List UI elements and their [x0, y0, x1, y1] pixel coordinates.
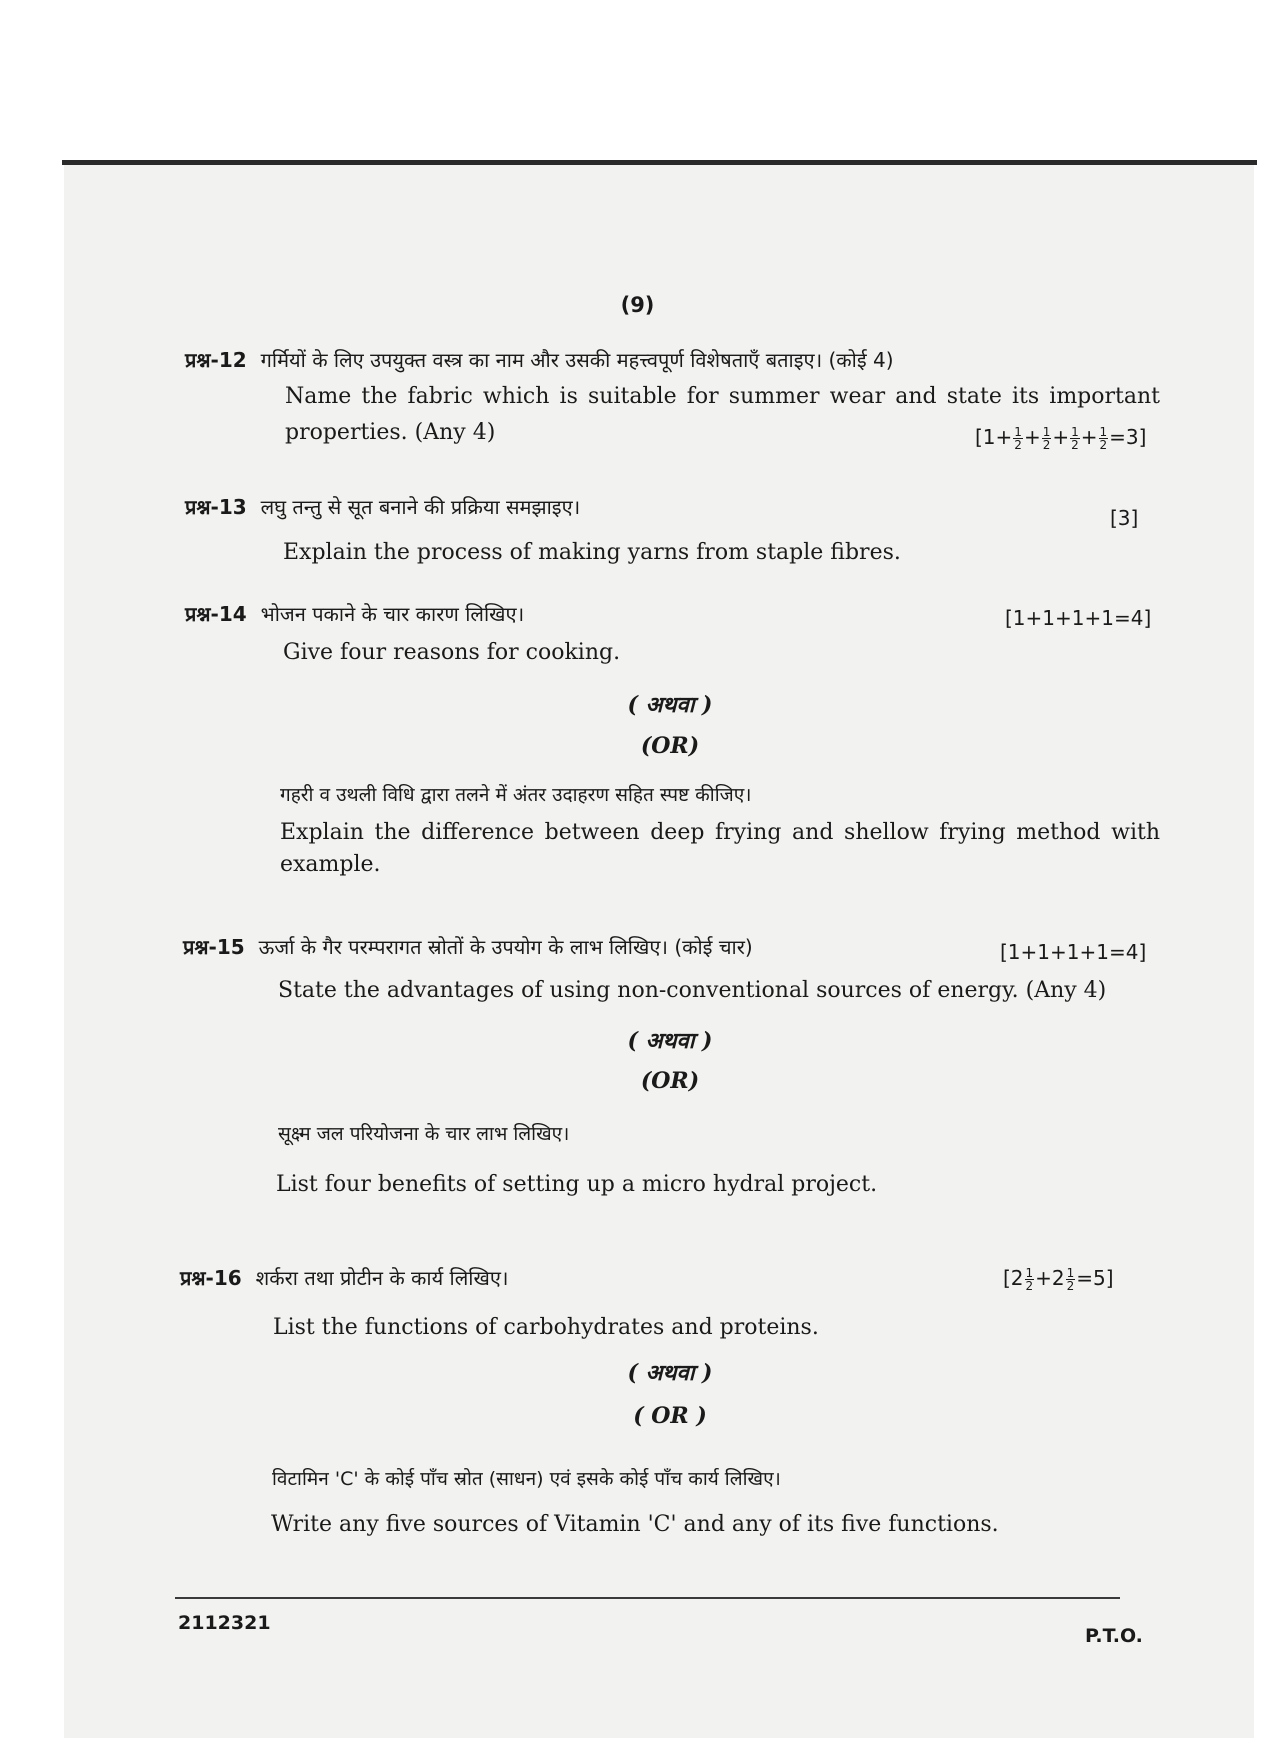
- question-14-hindi: प्रश्न-14 भोजन पकाने के चार कारण लिखिए।: [185, 602, 525, 626]
- pto-label: P.T.O.: [1085, 1625, 1143, 1647]
- question-15-hindi: प्रश्न-15 ऊर्जा के गैर परम्परागत स्रोतों के उपयोग के लाभ लिखिए। (कोई चार): [183, 935, 753, 959]
- question-15-marks: [1+1+1+1=4]: [1000, 940, 1147, 964]
- question-12-marks: [1+ $\frac{1}{2}$ + $\frac{1}{2}$ + $\frac{1}{2}$ + $\frac{1}{2}$ =3]: [975, 425, 1147, 452]
- or-hindi: ( अथवा ): [627, 1360, 713, 1386]
- question-16-alt-english: Write any five sources of Vitamin 'C' and any of its five functions.: [271, 1512, 999, 1537]
- question-14-alt-english-cont: example.: [280, 852, 381, 877]
- question-15-alt-english: List four benefits of setting up a micro hydral project.: [276, 1172, 878, 1197]
- question-label: प्रश्न-14: [185, 602, 247, 626]
- question-13-english: Explain the process of making yarns from staple fibres.: [283, 540, 901, 565]
- or-english: ( OR ): [633, 1403, 707, 1429]
- top-rule: [62, 160, 1257, 165]
- question-14-english: Give four reasons for cooking.: [283, 640, 621, 665]
- question-label: प्रश्न-15: [183, 935, 245, 959]
- fraction: $\frac{1}{2}$: [1025, 1266, 1034, 1293]
- page-number: (9): [620, 293, 655, 317]
- or-english: (OR): [640, 1068, 700, 1094]
- question-16-marks: [2 $\frac{1}{2}$ +2 $\frac{1}{2}$ =5]: [1003, 1266, 1114, 1293]
- question-14-alt-english: Explain the difference between deep frying and shellow frying method with: [280, 820, 1160, 845]
- question-12-english: Name the fabric which is suitable for summer wear and state its important: [285, 384, 1160, 409]
- question-14-marks: [1+1+1+1=4]: [1005, 606, 1152, 630]
- or-english: (OR): [640, 733, 700, 759]
- question-12-english-cont: properties. (Any 4): [285, 420, 496, 445]
- question-15-english: State the advantages of using non-conventional sources of energy. (Any 4): [278, 978, 1107, 1003]
- question-12-hindi: प्रश्न-12 गर्मियों के लिए उपयुक्त वस्त्र का नाम और उसकी महत्त्वपूर्ण विशेषताएँ बताइए। (कोई 4): [185, 348, 894, 372]
- question-16-hindi: प्रश्न-16 शर्करा तथा प्रोटीन के कार्य लिखिए।: [180, 1266, 509, 1290]
- question-label: प्रश्न-16: [180, 1266, 242, 1290]
- or-hindi: ( अथवा ): [627, 1028, 713, 1054]
- question-15-alt-hindi: सूक्ष्म जल परियोजना के चार लाभ लिखिए।: [278, 1123, 570, 1145]
- question-16-english: List the functions of carbohydrates and proteins.: [273, 1315, 819, 1340]
- fraction: $\frac{1}{2}$: [1014, 425, 1022, 452]
- question-label: प्रश्न-13: [185, 495, 247, 519]
- bottom-rule: [175, 1597, 1120, 1599]
- or-hindi: ( अथवा ): [627, 692, 713, 718]
- question-13-hindi: प्रश्न-13 लघु तन्तु से सूत बनाने की प्रक्रिया समझाइए।: [185, 495, 581, 519]
- question-13-marks: [3]: [1110, 506, 1139, 530]
- question-16-alt-hindi: विटामिन 'C' के कोई पाँच स्रोत (साधन) एवं इसके कोई पाँच कार्य लिखिए।: [272, 1468, 781, 1490]
- question-label: प्रश्न-12: [185, 348, 247, 372]
- question-14-alt-hindi: गहरी व उथली विधि द्वारा तलने में अंतर उदाहरण सहित स्पष्ट कीजिए।: [280, 784, 752, 806]
- paper-code: 2112321: [178, 1612, 271, 1634]
